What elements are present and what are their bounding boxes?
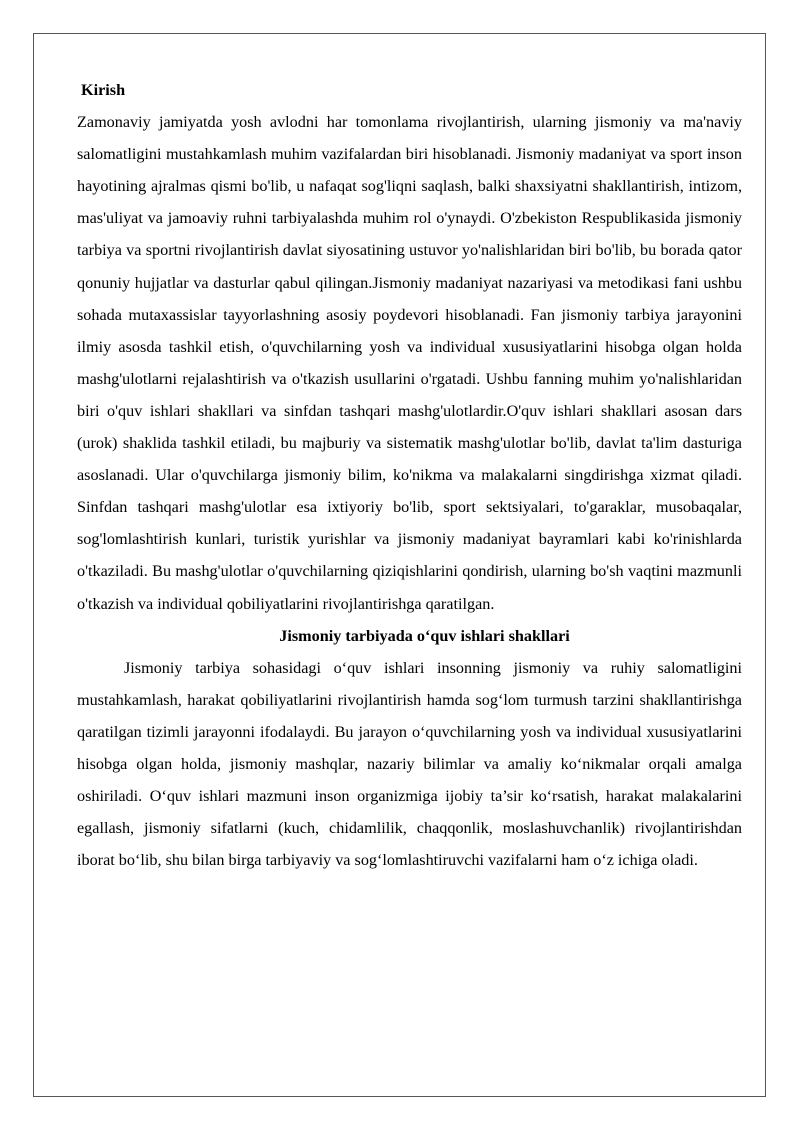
section-title: Jismoniy tarbiyada o‘quv ishlari shakllari: [279, 626, 570, 645]
intro-paragraph: Zamonaviy jamiyatda yosh avlodni har tomonlama rivojlantirish, ularning jismoniy va ma'naviy salomatligini mustahkamlash muhim vazifalardan biri hisoblanadi. Jismoniy madaniyat va sport inson hayotining ajralmas qismi bo'lib, u nafaqat sog'liqni saqlash, balki shaxsiyatni shakllantirish, intizom, mas'uliyat va jamoaviy ruhni tarbiyalashda muhim rol o'ynaydi. O'zbekiston Respublikasida jismoniy tarbiya va sportni rivojlantirish davlat siyosatining ustuvor yo'nalishlaridan biri bo'lib, bu borada qator qonuniy hujjatlar va dasturlar qabul qilingan.Jismoniy madaniyat nazariyasi va metodikasi fani ushbu sohada mutaxassislar tayyorlashning asosiy poydevori hisoblanadi. Fan jismoniy tarbiya jarayonini ilmiy asosda tashkil etish, o'quvchilarning yosh va individual xususiyatlarini hisobga olgan holda mashg'ulotlarni rejalashtirish va o'tkazish usullarini o'rgatadi. Ushbu fanning muhim yo'nalishlaridan biri o'quv ishlari shakllari va sinfdan tashqari mashg'ulotlardir.O'quv ishlari shakllari asosan dars (urok) shaklida tashkil etiladi, bu majburiy va sistematik mashg'ulotlar bo'lib, davlat ta'lim dasturiga asoslanadi. Ular o'quvchilarga jismoniy bilim, ko'nikma va malakalarni singdirishga xizmat qiladi. Sinfdan tashqari mashg'ulotlar esa ixtiyoriy bo'lib, sport sektsiyalari, to'garaklar, musobaqalar, sog'lomlashtirish kunlari, turistik yurishlar va jismoniy madaniyat bayramlari kabi ko'rinishlarda o'tkaziladi. Bu mashg'ulotlar o'quvchilarning qiziqishlarini qondirish, ularning bo'sh vaqtini mazmunli o'tkazish va individual qobiliyatlarini rivojlantirishga qaratilgan.: [77, 113, 742, 613]
document-body: [77, 74, 742, 876]
intro-heading: Kirish: [81, 81, 126, 99]
section-paragraph: Jismoniy tarbiya sohasidagi o‘quv ishlari insonning jismoniy va ruhiy salomatligini mustahkamlash, harakat qobiliyatlarini rivojlantirish hamda sog‘lom turmush tarzini shakllantirishga qaratilgan tizimli jarayonni ifodalaydi. Bu jarayon o‘quvchilarning yosh va individual xususiyatlarini hisobga olgan holda, jismoniy mashqlar, nazariy bilimlar va amaliy ko‘nikmalar orqali amalga oshiriladi. O‘quv ishlari mazmuni inson organizmiga ijobiy ta’sir ko‘rsatish, harakat malakalarini egallash, jismoniy sifatlarni (kuch, chidamlilik, chaqqonlik, moslashuvchanlik) rivojlantirishdan iborat bo‘lib, shu bilan birga tarbiyaviy va sog‘lomlashtiruvchi vazifalarni ham o‘z ichiga oladi.: [77, 658, 742, 870]
